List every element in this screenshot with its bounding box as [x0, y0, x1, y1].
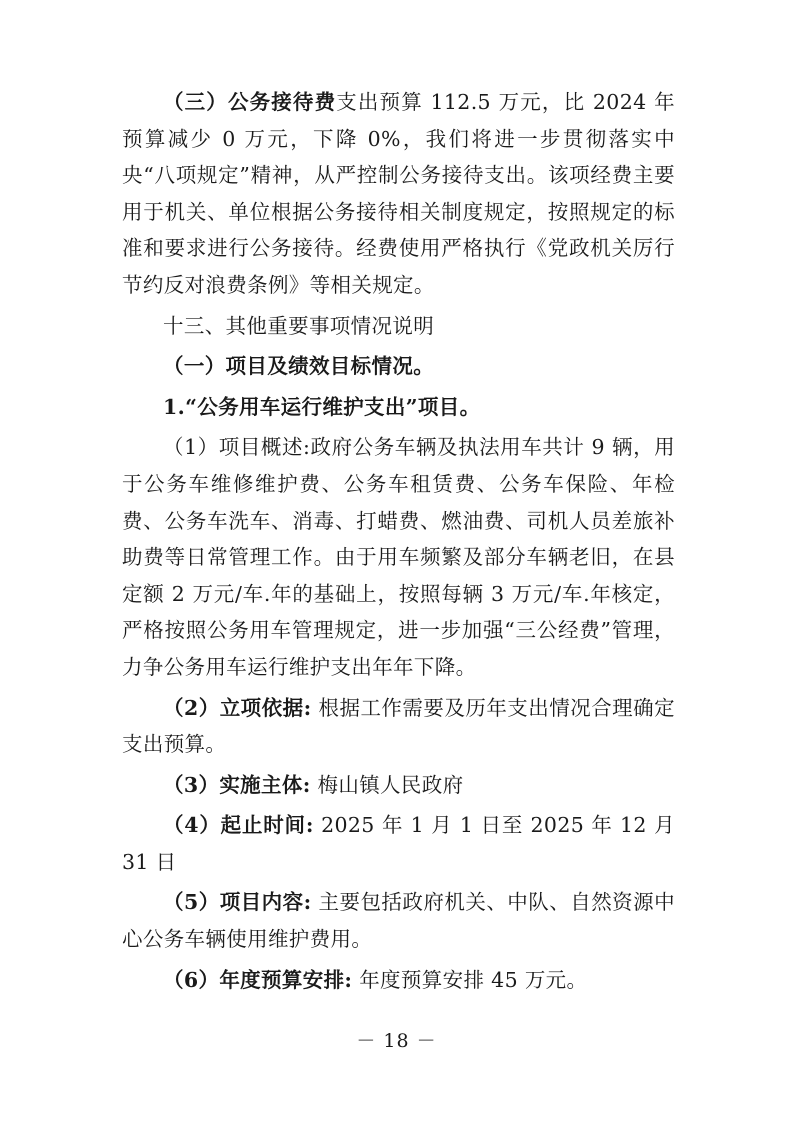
paragraph-text: 2025 年 1 月 1 日至 2025 年 12 月 31 日: [122, 813, 675, 874]
paragraph-project-overview: [122, 429, 675, 685]
paragraph-heading: （一）项目及绩效目标情况。: [163, 354, 435, 379]
paragraph-project-content: [122, 884, 675, 957]
paragraph-implementing-body: [122, 767, 675, 804]
paragraph-heading: （5）项目内容:: [163, 890, 312, 915]
document-body: [122, 84, 675, 998]
section-heading-other-matters: [122, 308, 675, 345]
paragraph-project-basis: [122, 690, 675, 763]
paragraph-annual-budget: [122, 962, 675, 999]
paragraph-text: （1）项目概述:政府公务车辆及执法用车共计 9 辆，用于公务车维修维护费、公务车租赁费、公务车保险、年检费、公务车洗车、消毒、打蜡费、燃油费、司机人员差旅补助费等日常管理工作。由于用车频繁及部分车辆老旧，在县定额 2 万元/车.年的基础上，按照每辆 3 万元/车.年核定，严格按照公务用车管理规定，进一步加强“三公经费”管理，力争公务用车运行维护支出年年下降。: [122, 435, 675, 679]
paragraph-text: 根据工作需要及历年支出情况合理确定支出预算。: [122, 695, 675, 757]
paragraph-heading: （6）年度预算安排:: [163, 967, 353, 992]
paragraph-heading: （3）实施主体:: [163, 772, 311, 797]
paragraph-heading: （4）起止时间:: [163, 813, 314, 838]
page-number: － 18 －: [356, 1030, 437, 1052]
paragraph-text: 支出预算 112.5 万元，比 2024 年预算减少 0 万元，下降 0%，我们将进一步贯彻落实中央“八项规定”精神，从严控制公务接待支出。该项经费主要用于机关、单位根据公务接待相关制度规定，按照规定的标准和要求进行公务接待。经费使用严格执行《党政机关厉行节约反对浪费条例》等相关规定。: [122, 90, 675, 297]
item-heading-vehicle-project: [122, 389, 675, 426]
subsection-heading-project-goals: [122, 348, 675, 385]
paragraph-text: 梅山镇人民政府: [310, 772, 464, 797]
paragraph-text: 年度预算安排 45 万元。: [352, 967, 588, 992]
paragraph-text: 十三、其他重要事项情况说明: [163, 313, 435, 338]
paragraph-heading: 1.“公务用车运行维护支出”项目。: [163, 394, 481, 419]
paragraph-text: 主要包括政府机关、中队、自然资源中心公务车辆使用维护费用。: [122, 890, 675, 952]
paragraph-heading: （三）公务接待费: [163, 90, 337, 114]
paragraph-time-period: [122, 807, 675, 880]
paragraph-reception-expense: [122, 84, 675, 304]
paragraph-heading: （2）立项依据:: [163, 695, 312, 720]
